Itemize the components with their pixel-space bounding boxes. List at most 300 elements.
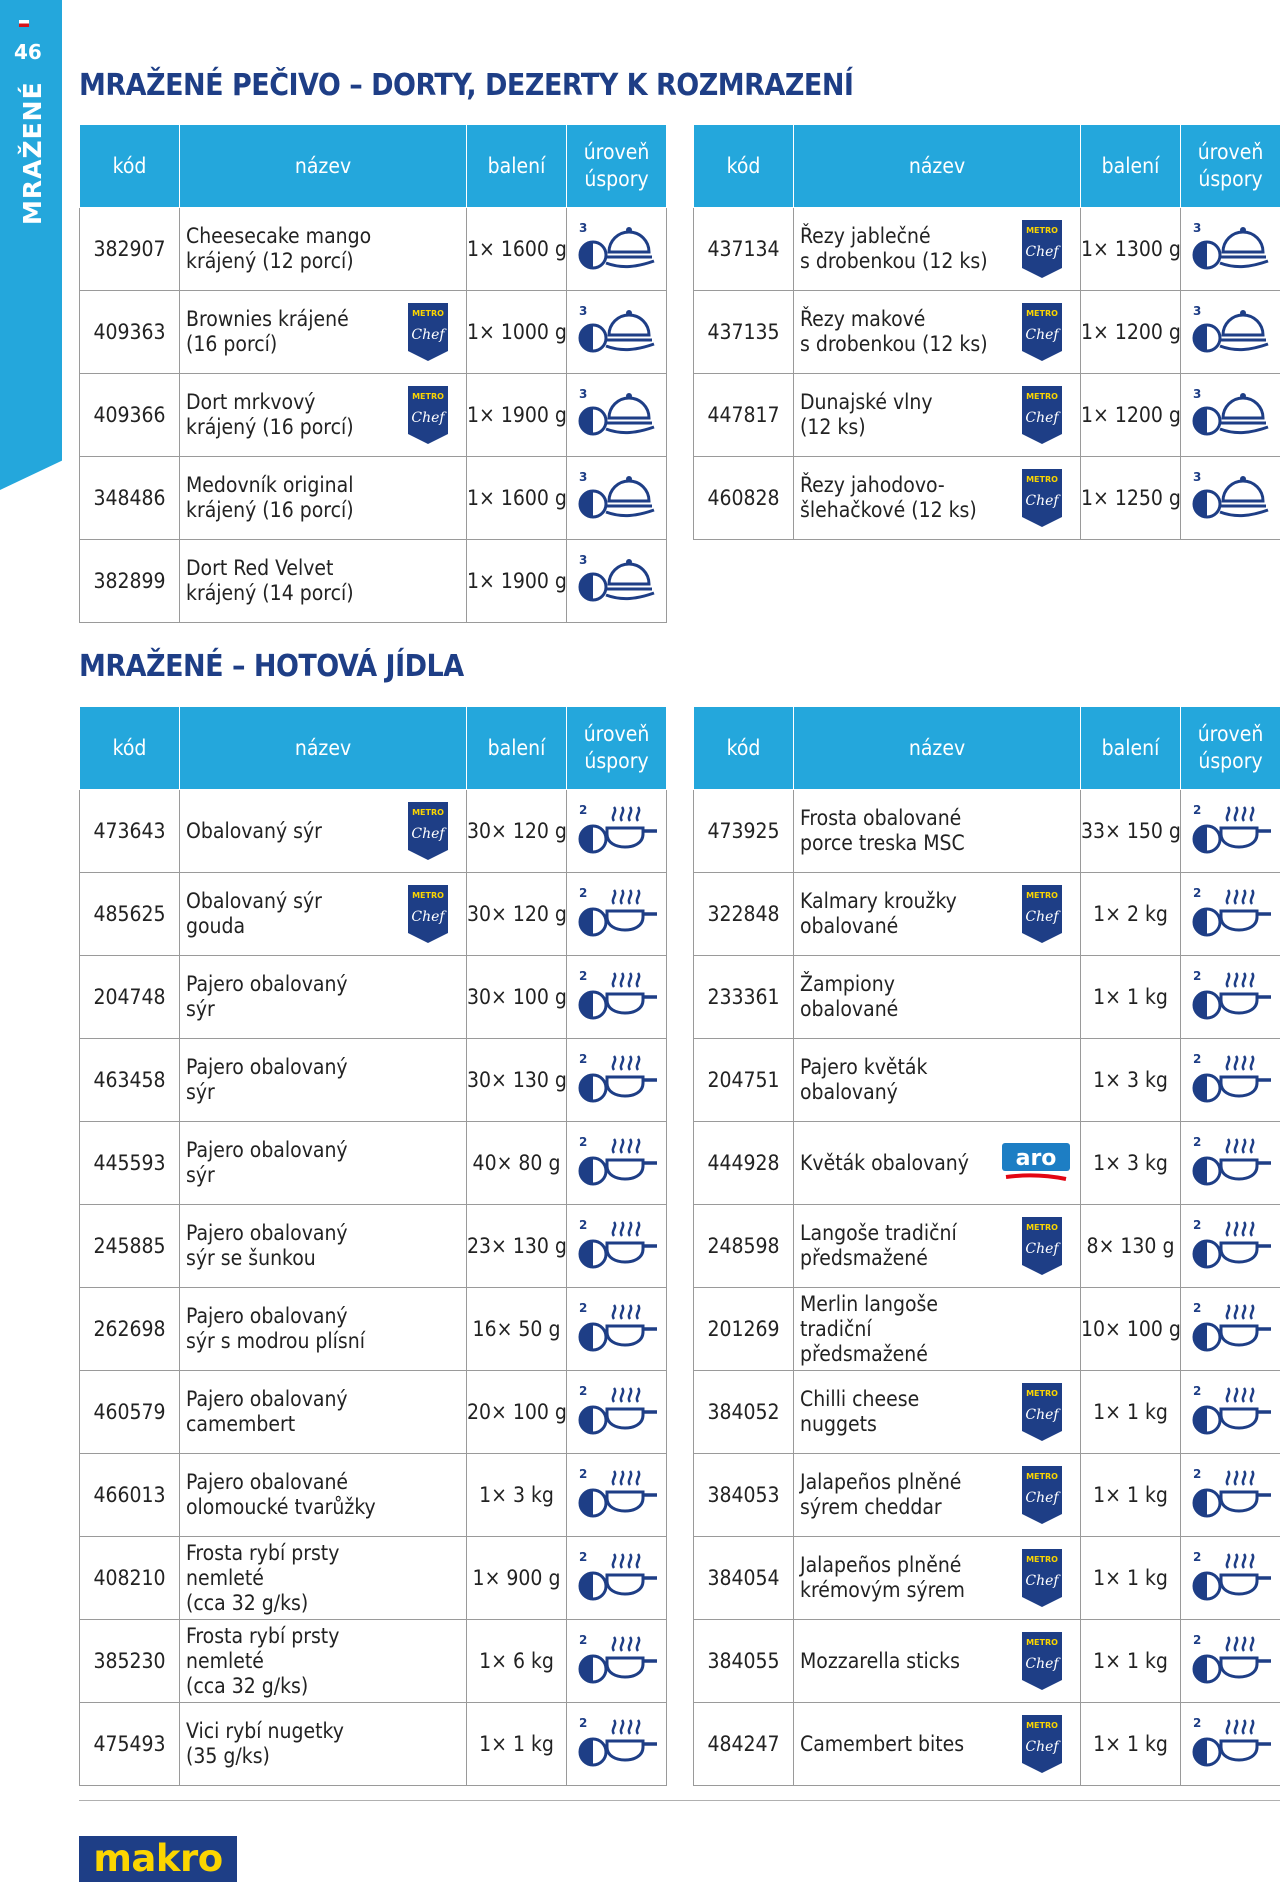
cloche-icon: [577, 219, 657, 275]
product-name: Pajero obalovaný sýr: [186, 1055, 348, 1104]
product-name-cell: [180, 1371, 467, 1454]
svg-text:2: 2: [1192, 1134, 1201, 1149]
svg-text:2: 2: [1192, 1051, 1201, 1066]
table-row: [80, 374, 667, 457]
product-pack: 10× 100 g: [1081, 1288, 1181, 1371]
table-row: [694, 1122, 1280, 1205]
product-pack: 1× 3 kg: [467, 1454, 567, 1537]
product-code: 348486: [80, 457, 180, 540]
svg-text:3: 3: [1192, 220, 1201, 235]
product-name-cell: [180, 1205, 467, 1288]
svg-text:Chef: Chef: [411, 327, 445, 343]
svg-text:2: 2: [578, 1715, 587, 1730]
product-code: 382899: [80, 540, 180, 623]
svg-text:2: 2: [1192, 1300, 1201, 1315]
pan-icon: [577, 1133, 657, 1189]
pan-icon: [577, 1714, 657, 1770]
table-row: [694, 1703, 1280, 1786]
table-row: [80, 873, 667, 956]
product-name: Mozzarella sticks: [800, 1648, 960, 1673]
svg-text:METRO: METRO: [1026, 226, 1058, 235]
product-code: 248598: [694, 1205, 794, 1288]
page-number: 46: [14, 40, 42, 64]
table-row: [694, 208, 1280, 291]
product-name-cell: [794, 1703, 1081, 1786]
cloche-icon: [577, 302, 657, 358]
product-code: 475493: [80, 1703, 180, 1786]
czech-flag-icon: [19, 20, 29, 27]
pan-icon: [1191, 1050, 1271, 1106]
product-pack: 1× 1 kg: [1081, 1703, 1181, 1786]
product-code: 444928: [694, 1122, 794, 1205]
product-code: 201269: [694, 1288, 794, 1371]
svg-text:2: 2: [578, 802, 587, 817]
svg-text:2: 2: [1192, 1217, 1201, 1232]
svg-text:METRO: METRO: [1026, 475, 1058, 484]
product-pack: 1× 1200 g: [1081, 291, 1181, 374]
product-name: Cheesecake mango krájený (12 porcí): [186, 224, 372, 273]
svg-text:2: 2: [578, 1383, 587, 1398]
product-pack: 1× 1 kg: [1081, 1537, 1181, 1620]
savings-level: [1181, 1703, 1280, 1786]
product-code: 245885: [80, 1205, 180, 1288]
metro-chef-badge: [1022, 303, 1062, 361]
product-name: Dunajské vlny (12 ks): [800, 390, 933, 439]
pan-icon: [1191, 1216, 1271, 1272]
savings-level: [1181, 956, 1280, 1039]
product-pack: 1× 1000 g: [467, 291, 567, 374]
product-name: Jalapeños plněné krémovým sýrem: [800, 1553, 965, 1602]
pan-icon: [1191, 1631, 1271, 1687]
product-name-cell: [794, 1205, 1081, 1288]
header-name: název: [180, 125, 467, 208]
table-row: [80, 790, 667, 873]
metro-chef-badge: [1022, 1466, 1062, 1524]
svg-text:3: 3: [1192, 469, 1201, 484]
section-title-desserts: MRAŽENÉ PEČIVO – DORTY, DEZERTY K ROZMRAZENÍ: [79, 68, 854, 103]
table-header-row: [80, 707, 667, 790]
savings-level: [567, 1205, 667, 1288]
svg-text:3: 3: [578, 552, 587, 567]
product-name: Brownies krájené (16 porcí): [186, 307, 349, 356]
svg-text:2: 2: [1192, 802, 1201, 817]
table-row: [80, 208, 667, 291]
product-name-cell: [180, 790, 467, 873]
svg-text:2: 2: [578, 1051, 587, 1066]
table-row: [80, 1205, 667, 1288]
svg-text:METRO: METRO: [412, 392, 444, 401]
metro-chef-badge: [408, 802, 448, 860]
product-code: 466013: [80, 1454, 180, 1537]
savings-level: [567, 1288, 667, 1371]
product-pack: 1× 1 kg: [1081, 1620, 1181, 1703]
product-name: Frosta rybí prsty nemleté (cca 32 g/ks): [186, 1623, 340, 1698]
savings-level: [1181, 1537, 1280, 1620]
product-name: Merlin langoše tradiční předsmažené: [800, 1291, 938, 1366]
svg-text:Chef: Chef: [1025, 1407, 1059, 1423]
table-row: [694, 1205, 1280, 1288]
product-code: 384054: [694, 1537, 794, 1620]
pan-icon: [577, 1465, 657, 1521]
svg-text:2: 2: [1192, 1632, 1201, 1647]
pan-icon: [577, 1631, 657, 1687]
table-header-row: [694, 125, 1280, 208]
pan-icon: [1191, 1382, 1271, 1438]
product-table-desserts-right: [693, 124, 1280, 540]
product-table-meals-right: [693, 706, 1280, 1786]
header-code: kód: [80, 125, 180, 208]
svg-text:3: 3: [1192, 386, 1201, 401]
product-name: Pajero obalovaný sýr se šunkou: [186, 1221, 348, 1270]
product-pack: 40× 80 g: [467, 1122, 567, 1205]
product-name-cell: [794, 374, 1081, 457]
product-name-cell: [794, 1122, 1081, 1205]
svg-text:Chef: Chef: [411, 826, 445, 842]
savings-level: [1181, 208, 1280, 291]
product-code: 437134: [694, 208, 794, 291]
savings-level: [1181, 1454, 1280, 1537]
table-header-row: [694, 707, 1280, 790]
pan-icon: [577, 967, 657, 1023]
svg-text:Chef: Chef: [1025, 909, 1059, 925]
cloche-icon: [1191, 219, 1271, 275]
product-pack: 1× 1900 g: [467, 540, 567, 623]
metro-chef-badge: [1022, 386, 1062, 444]
header-level: úroveň úspory: [1181, 707, 1280, 790]
header-pack: balení: [1081, 125, 1181, 208]
metro-chef-badge: [1022, 1549, 1062, 1607]
svg-text:METRO: METRO: [1026, 1389, 1058, 1398]
svg-text:2: 2: [578, 1217, 587, 1232]
cloche-icon: [577, 385, 657, 441]
product-name: Obalovaný sýr gouda: [186, 889, 322, 938]
product-name-cell: [180, 1039, 467, 1122]
product-pack: 1× 1600 g: [467, 208, 567, 291]
savings-level: [567, 1703, 667, 1786]
makro-logo: makro: [79, 1836, 237, 1882]
savings-level: [1181, 1039, 1280, 1122]
product-name: Langoše tradiční předsmažené: [800, 1221, 957, 1270]
savings-level: [567, 790, 667, 873]
svg-text:METRO: METRO: [412, 808, 444, 817]
product-name: Řezy jahodovo- šlehačkové (12 ks): [800, 473, 977, 522]
product-name-cell: [794, 457, 1081, 540]
product-code: 385230: [80, 1620, 180, 1703]
product-code: 408210: [80, 1537, 180, 1620]
savings-level: [567, 374, 667, 457]
table-row: [80, 1288, 667, 1371]
metro-chef-badge: [1022, 1632, 1062, 1690]
savings-level: [1181, 291, 1280, 374]
savings-level: [1181, 1620, 1280, 1703]
pan-icon: [1191, 1548, 1271, 1604]
product-pack: 30× 100 g: [467, 956, 567, 1039]
product-table-desserts-left: [79, 124, 667, 623]
table-row: [694, 374, 1280, 457]
product-name: Frosta rybí prsty nemleté (cca 32 g/ks): [186, 1540, 340, 1615]
svg-text:Chef: Chef: [1025, 327, 1059, 343]
table-row: [694, 457, 1280, 540]
product-name: Pajero obalovaný sýr s modrou plísní: [186, 1304, 365, 1353]
product-name-cell: [180, 1122, 467, 1205]
svg-text:METRO: METRO: [1026, 1472, 1058, 1481]
savings-level: [1181, 1205, 1280, 1288]
product-pack: 33× 150 g: [1081, 790, 1181, 873]
cloche-icon: [577, 468, 657, 524]
product-pack: 1× 1600 g: [467, 457, 567, 540]
cloche-icon: [1191, 302, 1271, 358]
product-name: Pajero obalovaný sýr: [186, 1138, 348, 1187]
svg-text:METRO: METRO: [1026, 392, 1058, 401]
header-code: kód: [694, 707, 794, 790]
table-row: [80, 956, 667, 1039]
svg-text:2: 2: [1192, 1715, 1201, 1730]
metro-chef-badge: [1022, 1383, 1062, 1441]
table-row: [80, 1039, 667, 1122]
table-row: [80, 1454, 667, 1537]
svg-text:Chef: Chef: [1025, 1241, 1059, 1257]
svg-text:Chef: Chef: [1025, 1490, 1059, 1506]
product-code: 445593: [80, 1122, 180, 1205]
product-name-cell: [180, 457, 467, 540]
svg-text:3: 3: [578, 469, 587, 484]
product-pack: 8× 130 g: [1081, 1205, 1181, 1288]
product-name: Dort mrkvový krájený (16 porcí): [186, 390, 354, 439]
product-pack: 30× 120 g: [467, 873, 567, 956]
savings-level: [567, 208, 667, 291]
savings-level: [567, 457, 667, 540]
svg-text:3: 3: [578, 220, 587, 235]
product-code: 437135: [694, 291, 794, 374]
table-row: [694, 873, 1280, 956]
svg-text:Chef: Chef: [1025, 1656, 1059, 1672]
table-row: [80, 540, 667, 623]
table-row: [694, 1288, 1280, 1371]
product-pack: 1× 6 kg: [467, 1620, 567, 1703]
product-name-cell: [794, 873, 1081, 956]
product-pack: 30× 120 g: [467, 790, 567, 873]
header-name: název: [794, 125, 1081, 208]
product-code: 384053: [694, 1454, 794, 1537]
pan-icon: [1191, 1133, 1271, 1189]
product-name: Pajero obalované olomoucké tvarůžky: [186, 1470, 376, 1519]
product-name-cell: [180, 374, 467, 457]
product-code: 485625: [80, 873, 180, 956]
svg-text:METRO: METRO: [1026, 309, 1058, 318]
metro-chef-badge: [408, 303, 448, 361]
product-code: 204751: [694, 1039, 794, 1122]
product-code: 384055: [694, 1620, 794, 1703]
svg-text:2: 2: [578, 1466, 587, 1481]
product-name: Frosta obalované porce treska MSC: [800, 806, 965, 855]
table-row: [80, 1620, 667, 1703]
product-code: 460579: [80, 1371, 180, 1454]
svg-text:2: 2: [578, 885, 587, 900]
svg-text:3: 3: [1192, 303, 1201, 318]
svg-text:METRO: METRO: [412, 891, 444, 900]
product-name-cell: [180, 208, 467, 291]
product-pack: 20× 100 g: [467, 1371, 567, 1454]
product-name-cell: [794, 1620, 1081, 1703]
pan-icon: [577, 1216, 657, 1272]
svg-text:Chef: Chef: [411, 410, 445, 426]
bottom-divider: [79, 1800, 1280, 1801]
svg-text:Chef: Chef: [1025, 244, 1059, 260]
product-pack: 1× 1 kg: [1081, 956, 1181, 1039]
svg-text:2: 2: [1192, 1383, 1201, 1398]
savings-level: [1181, 1122, 1280, 1205]
savings-level: [567, 1039, 667, 1122]
side-label: MRAŽENÉ: [18, 81, 47, 225]
savings-level: [567, 956, 667, 1039]
svg-text:3: 3: [578, 303, 587, 318]
savings-level: [567, 291, 667, 374]
product-code: 460828: [694, 457, 794, 540]
product-name-cell: [180, 956, 467, 1039]
table-row: [694, 1620, 1280, 1703]
svg-text:2: 2: [578, 1549, 587, 1564]
svg-text:METRO: METRO: [1026, 1721, 1058, 1730]
table-row: [694, 1454, 1280, 1537]
table-row: [694, 1039, 1280, 1122]
product-name-cell: [794, 1288, 1081, 1371]
side-tab: [0, 0, 62, 490]
product-name: Medovník original krájený (16 porcí): [186, 473, 354, 522]
product-code: 204748: [80, 956, 180, 1039]
pan-icon: [577, 1548, 657, 1604]
pan-icon: [1191, 1714, 1271, 1770]
product-pack: 16× 50 g: [467, 1288, 567, 1371]
product-pack: 1× 1900 g: [467, 374, 567, 457]
product-pack: 1× 1 kg: [467, 1703, 567, 1786]
header-level: úroveň úspory: [567, 707, 667, 790]
product-name-cell: [794, 1039, 1081, 1122]
svg-text:2: 2: [1192, 885, 1201, 900]
product-table-meals-left: [79, 706, 667, 1786]
table-row: [80, 1122, 667, 1205]
pan-icon: [577, 1382, 657, 1438]
product-code: 233361: [694, 956, 794, 1039]
product-code: 473925: [694, 790, 794, 873]
product-name-cell: [794, 1454, 1081, 1537]
product-pack: 1× 1 kg: [1081, 1454, 1181, 1537]
product-name: Pajero květák obalovaný: [800, 1055, 928, 1104]
product-code: 409363: [80, 291, 180, 374]
product-name-cell: [180, 873, 467, 956]
product-name: Řezy makové s drobenkou (12 ks): [800, 307, 988, 356]
product-code: 473643: [80, 790, 180, 873]
header-name: název: [180, 707, 467, 790]
product-name: Pajero obalovaný camembert: [186, 1387, 348, 1436]
cloche-icon: [577, 551, 657, 607]
header-code: kód: [694, 125, 794, 208]
product-code: 463458: [80, 1039, 180, 1122]
table-row: [80, 1537, 667, 1620]
svg-text:Chef: Chef: [1025, 1573, 1059, 1589]
product-name-cell: [794, 1537, 1081, 1620]
product-name-cell: [794, 1371, 1081, 1454]
svg-text:2: 2: [1192, 1466, 1201, 1481]
product-name-cell: [180, 1454, 467, 1537]
product-name-cell: [180, 1703, 467, 1786]
table-row: [80, 1371, 667, 1454]
product-name-cell: [794, 291, 1081, 374]
product-pack: 1× 1 kg: [1081, 1371, 1181, 1454]
pan-icon: [1191, 967, 1271, 1023]
table-row: [694, 790, 1280, 873]
header-pack: balení: [1081, 707, 1181, 790]
table-row: [694, 956, 1280, 1039]
svg-text:2: 2: [1192, 968, 1201, 983]
product-code: 262698: [80, 1288, 180, 1371]
product-pack: 1× 3 kg: [1081, 1039, 1181, 1122]
savings-level: [1181, 790, 1280, 873]
svg-text:2: 2: [578, 1134, 587, 1149]
product-name-cell: [794, 790, 1081, 873]
pan-icon: [1191, 1299, 1271, 1355]
svg-text:METRO: METRO: [1026, 1555, 1058, 1564]
product-code: 384052: [694, 1371, 794, 1454]
product-pack: 30× 130 g: [467, 1039, 567, 1122]
product-pack: 1× 1200 g: [1081, 374, 1181, 457]
svg-text:METRO: METRO: [1026, 1638, 1058, 1647]
product-name-cell: [180, 1620, 467, 1703]
product-name: Kalmary kroužky obalované: [800, 889, 957, 938]
svg-text:METRO: METRO: [1026, 891, 1058, 900]
savings-level: [1181, 873, 1280, 956]
section-title-ready-meals: MRAŽENÉ – HOTOVÁ JÍDLA: [79, 649, 464, 684]
svg-text:2: 2: [1192, 1549, 1201, 1564]
savings-level: [567, 1454, 667, 1537]
product-name-cell: [180, 540, 467, 623]
table-row: [694, 1537, 1280, 1620]
product-name: Vici rybí nugetky (35 g/ks): [186, 1719, 344, 1768]
product-name: Chilli cheese nuggets: [800, 1387, 920, 1436]
pan-icon: [577, 1050, 657, 1106]
product-pack: 1× 1250 g: [1081, 457, 1181, 540]
table-row: [80, 457, 667, 540]
savings-level: [567, 873, 667, 956]
table-row: [80, 291, 667, 374]
table-row: [80, 1703, 667, 1786]
product-name-cell: [794, 208, 1081, 291]
pan-icon: [1191, 884, 1271, 940]
product-name: Obalovaný sýr: [186, 818, 322, 843]
savings-level: [567, 1537, 667, 1620]
table-header-row: [80, 125, 667, 208]
savings-level: [1181, 1288, 1280, 1371]
savings-level: [567, 1620, 667, 1703]
metro-chef-badge: [408, 386, 448, 444]
cloche-icon: [1191, 385, 1271, 441]
metro-chef-badge: [1022, 469, 1062, 527]
header-level: úroveň úspory: [567, 125, 667, 208]
metro-chef-badge: [1022, 1217, 1062, 1275]
svg-text:2: 2: [578, 1632, 587, 1647]
svg-text:METRO: METRO: [412, 309, 444, 318]
product-pack: 1× 900 g: [467, 1537, 567, 1620]
product-pack: 1× 1300 g: [1081, 208, 1181, 291]
product-code: 447817: [694, 374, 794, 457]
product-name: Řezy jablečné s drobenkou (12 ks): [800, 224, 988, 273]
savings-level: [567, 1122, 667, 1205]
svg-text:aro: aro: [1015, 1146, 1057, 1171]
savings-level: [1181, 1371, 1280, 1454]
product-code: 484247: [694, 1703, 794, 1786]
pan-icon: [577, 801, 657, 857]
product-name: Květák obalovaný: [800, 1150, 969, 1175]
product-name: Pajero obalovaný sýr: [186, 972, 348, 1021]
